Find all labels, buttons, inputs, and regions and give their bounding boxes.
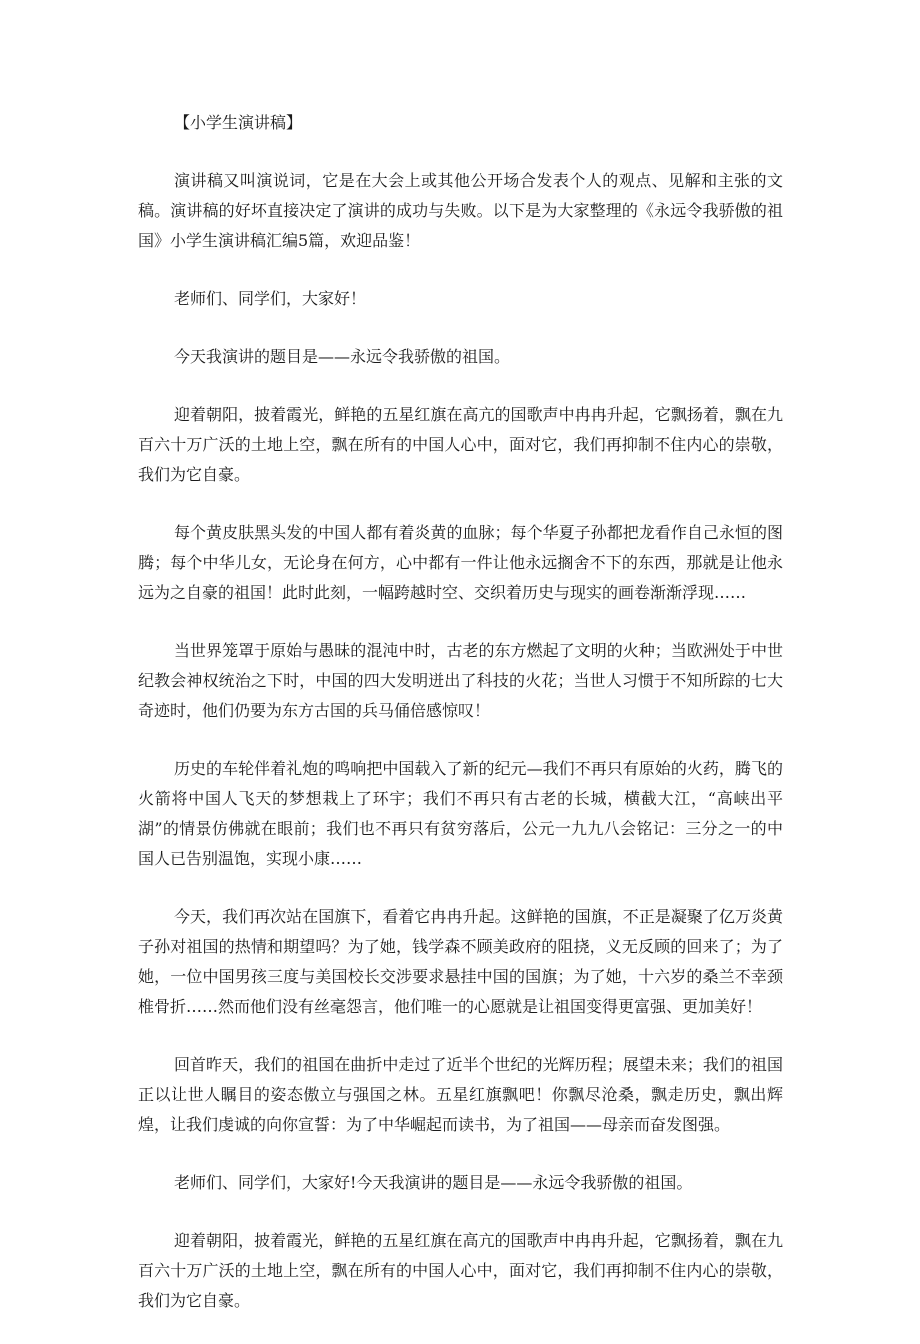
paragraph-greeting: 老师们、同学们，大家好！ [174,289,367,308]
paragraph-flag-2: 迎着朝阳，披着霞光，鲜艳的五星红旗在高亢的国歌声中冉冉升起，它飘扬着，飘在九百六十万广沃的土地上空，飘在所有的中国人心中，面对它，我们再抑制不住内心的崇敬，我们为它自豪。 [138,1231,783,1310]
paragraph-intro: 演讲稿又叫演说词，它是在大会上或其他公开场合发表个人的观点、见解和主张的文稿。演讲稿的好坏直接决定了演讲的成功与失败。以下是为大家整理的《永远令我骄傲的祖国》小学生演讲稿汇编5篇，欢迎品鉴！ [138,171,783,250]
document-title: 【小学生演讲稿】 [174,113,303,132]
paragraph-history: 历史的车轮伴着礼炮的鸣响把中国载入了新的纪元—我们不再只有原始的火药，腾飞的火箭将中国人飞天的梦想栽上了环宇；我们不再只有古老的长城，横截大江，“高峡出平湖”的情景仿佛就在眼前；我们也不再只有贫穷落后，公元一九九八会铭记：三分之一的中国人已告别温饱，实现小康…… [138,759,783,868]
paragraph-flag: 迎着朝阳，披着霞光，鲜艳的五星红旗在高亢的国歌声中冉冉升起，它飘扬着，飘在九百六十万广沃的土地上空，飘在所有的中国人心中，面对它，我们再抑制不住内心的崇敬，我们为它自豪。 [138,405,783,484]
paragraph-civilization: 当世界笼罩于原始与愚昧的混沌中时，古老的东方燃起了文明的火种；当欧洲处于中世纪教会神权统治之下时，中国的四大发明迸出了科技的火花；当世人习惯于不知所踪的七大奇迹时，他们仍要为东方古国的兵马俑倍感惊叹！ [138,641,783,720]
document-body [138,108,783,1344]
paragraph-heritage: 每个黄皮肤黑头发的中国人都有着炎黄的血脉；每个华夏子孙都把龙看作自己永恒的图腾；每个中华儿女，无论身在何方，心中都有一件让他永远搁舍不下的东西，那就是让他永远为之自豪的祖国！此时此刻，一幅跨越时空、交织着历史与现实的画卷渐渐浮现…… [138,523,783,602]
paragraph-topic: 今天我演讲的题目是——永远令我骄傲的祖国。 [174,347,511,366]
paragraph-today: 今天，我们再次站在国旗下，看着它冉冉升起。这鲜艳的国旗，不正是凝聚了亿万炎黄子孙对祖国的热情和期望吗？为了她，钱学森不顾美政府的阻挠，义无反顾的回来了；为了她，一位中国男孩三度与美国校长交涉要求悬挂中国的国旗；为了她，十六岁的桑兰不幸颈椎骨折……然而他们没有丝毫怨言，他们唯一的心愿就是让祖国变得更富强、更加美好！ [138,907,783,1016]
paragraph-greeting-2: 老师们、同学们，大家好!今天我演讲的题目是——永远令我骄傲的祖国。 [174,1173,693,1192]
paragraph-future: 回首昨天，我们的祖国在曲折中走过了近半个世纪的光辉历程；展望未来；我们的祖国正以让世人瞩目的姿态傲立与强国之林。五星红旗飘吧！你飘尽沧桑，飘走历史，飘出辉煌，让我们虔诚的向你宣誓：为了中华崛起而读书，为了祖国——母亲而奋发图强。 [138,1055,783,1134]
